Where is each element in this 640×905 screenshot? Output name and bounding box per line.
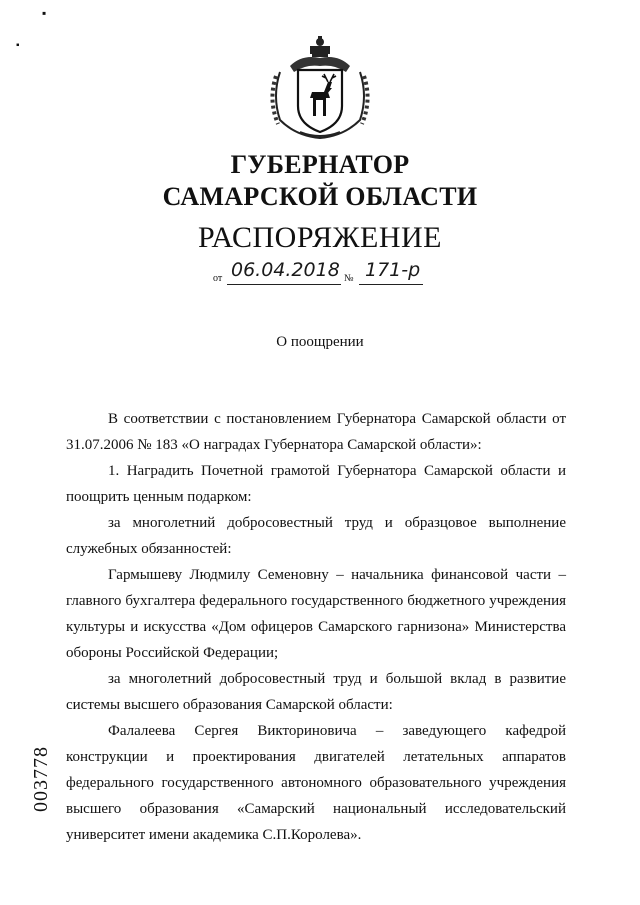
number-label: № <box>344 273 354 284</box>
number-underline <box>359 284 423 285</box>
document-body <box>66 406 566 848</box>
awardee-paragraph: Гармышеву Людмилу Семеновну – начальника финансовой части – главного бухгалтера федерального государственного бюджетного учреждения культуры и искусства «Дом офицеров Самарского гарнизона» Министерства обороны Российской Федерации; <box>66 567 566 661</box>
side-registration-number: 003778 <box>30 746 52 812</box>
award-reason-paragraph: за многолетний добросовестный труд и большой вклад в развитие системы высшего образования Самарской области: <box>66 671 566 713</box>
scan-mark: ▪ <box>16 40 20 51</box>
date-number-line <box>213 259 443 291</box>
awardee-paragraph: Фалалеева Сергея Викториновича – заведующего кафедрой конструкции и проектирования двигателей летательных аппаратов федерального государственного автономного образовательного учреждения высшего образования «Самарский национальный исследовательский университет имени академика С.П.Королева». <box>66 723 566 843</box>
authority-title-line2: САМАРСКОЙ ОБЛАСТИ <box>162 182 478 211</box>
coat-of-arms-icon <box>266 36 374 140</box>
date-underline <box>227 284 341 285</box>
number-value: 171-р <box>365 259 421 281</box>
document-type: РАСПОРЯЖЕНИЕ <box>197 221 443 254</box>
scan-mark: ▪ <box>42 6 47 20</box>
date-value: 06.04.2018 <box>231 259 340 281</box>
award-reason-paragraph: за многолетний добросовестный труд и образцовое выполнение служебных обязанностей: <box>66 515 566 557</box>
subject-line: О поощрении <box>276 334 364 350</box>
authority-title-line1: ГУБЕРНАТОР <box>230 150 410 179</box>
date-from-label: от <box>213 273 223 284</box>
preamble-paragraph: В соответствии с постановлением Губернатора Самарской области от 31.07.2006 № 183 «О наградах Губернатора Самарской области»: <box>66 411 566 453</box>
clause-paragraph: 1. Наградить Почетной грамотой Губернатора Самарской области и поощрить ценным подарком: <box>66 463 566 505</box>
